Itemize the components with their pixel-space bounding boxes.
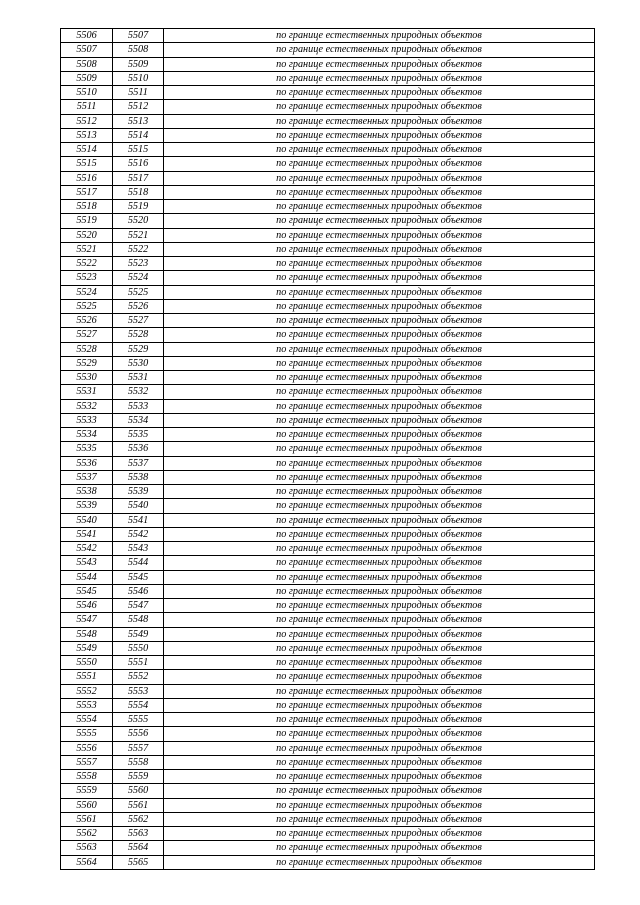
point-from-cell: 5531	[61, 385, 113, 399]
point-from-cell: 5533	[61, 413, 113, 427]
point-from-cell: 5521	[61, 242, 113, 256]
boundary-description-cell: по границе естественных природных объектов	[164, 656, 595, 670]
point-from-cell: 5542	[61, 542, 113, 556]
table-row	[61, 242, 595, 256]
table-row	[61, 428, 595, 442]
boundary-description-cell: по границе естественных природных объектов	[164, 827, 595, 841]
boundary-description-cell: по границе естественных природных объектов	[164, 342, 595, 356]
point-to-cell: 5535	[113, 428, 164, 442]
point-from-cell: 5555	[61, 727, 113, 741]
boundary-description-cell: по границе естественных природных объектов	[164, 485, 595, 499]
point-from-cell: 5540	[61, 513, 113, 527]
boundary-description-cell: по границе естественных природных объектов	[164, 641, 595, 655]
point-to-cell: 5551	[113, 656, 164, 670]
point-to-cell: 5559	[113, 770, 164, 784]
table-row	[61, 100, 595, 114]
boundary-description-cell: по границе естественных природных объектов	[164, 43, 595, 57]
point-to-cell: 5526	[113, 299, 164, 313]
point-from-cell: 5538	[61, 485, 113, 499]
point-to-cell: 5541	[113, 513, 164, 527]
boundary-description-cell: по границе естественных природных объектов	[164, 314, 595, 328]
table-row	[61, 342, 595, 356]
point-to-cell: 5537	[113, 456, 164, 470]
boundary-description-cell: по границе естественных природных объектов	[164, 798, 595, 812]
table-row	[61, 670, 595, 684]
point-from-cell: 5543	[61, 556, 113, 570]
table-row	[61, 456, 595, 470]
point-to-cell: 5532	[113, 385, 164, 399]
table-row	[61, 542, 595, 556]
point-to-cell: 5518	[113, 185, 164, 199]
boundary-description-cell: по границе естественных природных объектов	[164, 185, 595, 199]
point-from-cell: 5523	[61, 271, 113, 285]
point-from-cell: 5510	[61, 86, 113, 100]
point-to-cell: 5522	[113, 242, 164, 256]
point-to-cell: 5539	[113, 485, 164, 499]
table-row	[61, 556, 595, 570]
boundary-description-cell: по границе естественных природных объектов	[164, 570, 595, 584]
table-row	[61, 328, 595, 342]
table-row	[61, 698, 595, 712]
point-to-cell: 5562	[113, 812, 164, 826]
boundary-description-cell: по границе естественных природных объектов	[164, 670, 595, 684]
boundary-description-cell: по границе естественных природных объектов	[164, 371, 595, 385]
boundary-description-cell: по границе естественных природных объектов	[164, 599, 595, 613]
boundary-description-cell: по границе естественных природных объектов	[164, 128, 595, 142]
table-row	[61, 371, 595, 385]
boundary-description-cell: по границе естественных природных объектов	[164, 242, 595, 256]
point-from-cell: 5530	[61, 371, 113, 385]
boundary-description-cell: по границе естественных природных объектов	[164, 713, 595, 727]
point-to-cell: 5529	[113, 342, 164, 356]
point-to-cell: 5561	[113, 798, 164, 812]
boundary-description-cell: по границе естественных природных объектов	[164, 584, 595, 598]
point-to-cell: 5543	[113, 542, 164, 556]
boundary-description-cell: по границе естественных природных объектов	[164, 200, 595, 214]
point-to-cell: 5554	[113, 698, 164, 712]
boundary-description-cell: по границе естественных природных объектов	[164, 542, 595, 556]
table-row	[61, 627, 595, 641]
point-to-cell: 5558	[113, 755, 164, 769]
boundary-description-cell: по границе естественных природных объектов	[164, 228, 595, 242]
boundary-description-cell: по границе естественных природных объектов	[164, 770, 595, 784]
boundary-description-cell: по границе естественных природных объектов	[164, 285, 595, 299]
point-from-cell: 5528	[61, 342, 113, 356]
boundary-description-cell: по границе естественных природных объектов	[164, 57, 595, 71]
point-to-cell: 5527	[113, 314, 164, 328]
boundary-description-cell: по границе естественных природных объектов	[164, 413, 595, 427]
boundary-description-cell: по границе естественных природных объектов	[164, 812, 595, 826]
document-page	[60, 28, 594, 870]
point-to-cell: 5519	[113, 200, 164, 214]
point-from-cell: 5549	[61, 641, 113, 655]
point-from-cell: 5517	[61, 185, 113, 199]
table-row	[61, 727, 595, 741]
boundary-description-cell: по границе естественных природных объектов	[164, 855, 595, 869]
point-to-cell: 5553	[113, 684, 164, 698]
boundary-description-cell: по границе естественных природных объектов	[164, 698, 595, 712]
point-from-cell: 5508	[61, 57, 113, 71]
boundary-description-cell: по границе естественных природных объектов	[164, 328, 595, 342]
point-from-cell: 5552	[61, 684, 113, 698]
point-from-cell: 5550	[61, 656, 113, 670]
point-to-cell: 5556	[113, 727, 164, 741]
boundary-description-cell: по границе естественных природных объектов	[164, 157, 595, 171]
table-row	[61, 299, 595, 313]
point-from-cell: 5520	[61, 228, 113, 242]
point-from-cell: 5511	[61, 100, 113, 114]
point-from-cell: 5522	[61, 257, 113, 271]
boundary-description-cell: по границе естественных природных объектов	[164, 513, 595, 527]
point-from-cell: 5516	[61, 171, 113, 185]
point-to-cell: 5552	[113, 670, 164, 684]
table-row	[61, 314, 595, 328]
point-to-cell: 5550	[113, 641, 164, 655]
table-row	[61, 641, 595, 655]
point-to-cell: 5545	[113, 570, 164, 584]
boundary-description-cell: по границе естественных природных объектов	[164, 442, 595, 456]
boundary-description-cell: по границе естественных природных объектов	[164, 385, 595, 399]
point-to-cell: 5538	[113, 470, 164, 484]
table-row	[61, 741, 595, 755]
point-from-cell: 5527	[61, 328, 113, 342]
point-from-cell: 5563	[61, 841, 113, 855]
point-from-cell: 5554	[61, 713, 113, 727]
table-row	[61, 214, 595, 228]
table-row	[61, 413, 595, 427]
point-to-cell: 5548	[113, 613, 164, 627]
table-row	[61, 599, 595, 613]
point-to-cell: 5536	[113, 442, 164, 456]
point-from-cell: 5556	[61, 741, 113, 755]
table-row	[61, 855, 595, 869]
point-to-cell: 5508	[113, 43, 164, 57]
point-from-cell: 5545	[61, 584, 113, 598]
table-row	[61, 841, 595, 855]
point-from-cell: 5524	[61, 285, 113, 299]
table-row	[61, 29, 595, 43]
point-to-cell: 5540	[113, 499, 164, 513]
point-to-cell: 5520	[113, 214, 164, 228]
table-row	[61, 470, 595, 484]
point-to-cell: 5509	[113, 57, 164, 71]
table-row	[61, 513, 595, 527]
point-to-cell: 5546	[113, 584, 164, 598]
table-row	[61, 171, 595, 185]
point-from-cell: 5513	[61, 128, 113, 142]
point-from-cell: 5560	[61, 798, 113, 812]
table-row	[61, 200, 595, 214]
boundary-description-cell: по границе естественных природных объектов	[164, 613, 595, 627]
boundary-description-cell: по границе естественных природных объектов	[164, 71, 595, 85]
table-row	[61, 143, 595, 157]
point-to-cell: 5515	[113, 143, 164, 157]
point-from-cell: 5529	[61, 356, 113, 370]
boundary-description-cell: по границе естественных природных объектов	[164, 456, 595, 470]
boundary-segments-table	[60, 28, 595, 870]
table-row	[61, 713, 595, 727]
boundary-description-cell: по границе естественных природных объектов	[164, 100, 595, 114]
point-to-cell: 5544	[113, 556, 164, 570]
boundary-description-cell: по границе естественных природных объектов	[164, 527, 595, 541]
table-row	[61, 499, 595, 513]
boundary-description-cell: по границе естественных природных объектов	[164, 114, 595, 128]
boundary-description-cell: по границе естественных природных объектов	[164, 171, 595, 185]
table-row	[61, 257, 595, 271]
point-from-cell: 5534	[61, 428, 113, 442]
point-to-cell: 5523	[113, 257, 164, 271]
point-to-cell: 5525	[113, 285, 164, 299]
point-from-cell: 5514	[61, 143, 113, 157]
point-to-cell: 5517	[113, 171, 164, 185]
table-row	[61, 86, 595, 100]
point-to-cell: 5533	[113, 399, 164, 413]
point-from-cell: 5507	[61, 43, 113, 57]
table-row	[61, 584, 595, 598]
boundary-description-cell: по границе естественных природных объектов	[164, 627, 595, 641]
table-row	[61, 157, 595, 171]
point-from-cell: 5526	[61, 314, 113, 328]
point-to-cell: 5530	[113, 356, 164, 370]
table-row	[61, 385, 595, 399]
point-from-cell: 5564	[61, 855, 113, 869]
point-from-cell: 5506	[61, 29, 113, 43]
boundary-description-cell: по границе естественных природных объектов	[164, 755, 595, 769]
point-to-cell: 5564	[113, 841, 164, 855]
point-from-cell: 5509	[61, 71, 113, 85]
table-row	[61, 442, 595, 456]
point-from-cell: 5547	[61, 613, 113, 627]
table-row	[61, 770, 595, 784]
point-to-cell: 5524	[113, 271, 164, 285]
boundary-description-cell: по границе естественных природных объектов	[164, 356, 595, 370]
table-row	[61, 285, 595, 299]
table-body	[61, 29, 595, 870]
boundary-description-cell: по границе естественных природных объектов	[164, 428, 595, 442]
point-to-cell: 5557	[113, 741, 164, 755]
point-to-cell: 5542	[113, 527, 164, 541]
table-row	[61, 684, 595, 698]
table-row	[61, 613, 595, 627]
point-to-cell: 5507	[113, 29, 164, 43]
table-row	[61, 570, 595, 584]
point-from-cell: 5558	[61, 770, 113, 784]
table-row	[61, 43, 595, 57]
table-row	[61, 399, 595, 413]
table-row	[61, 527, 595, 541]
point-from-cell: 5512	[61, 114, 113, 128]
point-from-cell: 5539	[61, 499, 113, 513]
point-from-cell: 5546	[61, 599, 113, 613]
point-from-cell: 5557	[61, 755, 113, 769]
point-from-cell: 5544	[61, 570, 113, 584]
boundary-description-cell: по границе естественных природных объектов	[164, 741, 595, 755]
boundary-description-cell: по границе естественных природных объектов	[164, 556, 595, 570]
table-row	[61, 812, 595, 826]
boundary-description-cell: по границе естественных природных объектов	[164, 470, 595, 484]
point-from-cell: 5532	[61, 399, 113, 413]
boundary-description-cell: по границе естественных природных объектов	[164, 29, 595, 43]
boundary-description-cell: по границе естественных природных объектов	[164, 841, 595, 855]
point-from-cell: 5551	[61, 670, 113, 684]
boundary-description-cell: по границе естественных природных объектов	[164, 257, 595, 271]
boundary-description-cell: по границе естественных природных объектов	[164, 214, 595, 228]
point-from-cell: 5518	[61, 200, 113, 214]
table-row	[61, 228, 595, 242]
boundary-description-cell: по границе естественных природных объектов	[164, 299, 595, 313]
table-row	[61, 656, 595, 670]
point-to-cell: 5563	[113, 827, 164, 841]
table-row	[61, 485, 595, 499]
point-from-cell: 5537	[61, 470, 113, 484]
table-row	[61, 185, 595, 199]
point-to-cell: 5534	[113, 413, 164, 427]
point-to-cell: 5547	[113, 599, 164, 613]
boundary-description-cell: по границе естественных природных объектов	[164, 86, 595, 100]
point-to-cell: 5528	[113, 328, 164, 342]
point-to-cell: 5521	[113, 228, 164, 242]
table-row	[61, 71, 595, 85]
point-to-cell: 5549	[113, 627, 164, 641]
boundary-description-cell: по границе естественных природных объектов	[164, 399, 595, 413]
point-to-cell: 5514	[113, 128, 164, 142]
table-row	[61, 755, 595, 769]
boundary-description-cell: по границе естественных природных объектов	[164, 499, 595, 513]
point-to-cell: 5512	[113, 100, 164, 114]
point-from-cell: 5562	[61, 827, 113, 841]
point-from-cell: 5525	[61, 299, 113, 313]
point-to-cell: 5510	[113, 71, 164, 85]
point-to-cell: 5560	[113, 784, 164, 798]
boundary-description-cell: по границе естественных природных объектов	[164, 271, 595, 285]
boundary-description-cell: по границе естественных природных объектов	[164, 143, 595, 157]
point-from-cell: 5515	[61, 157, 113, 171]
point-to-cell: 5511	[113, 86, 164, 100]
table-row	[61, 114, 595, 128]
point-from-cell: 5519	[61, 214, 113, 228]
table-row	[61, 57, 595, 71]
boundary-description-cell: по границе естественных природных объектов	[164, 684, 595, 698]
boundary-description-cell: по границе естественных природных объектов	[164, 727, 595, 741]
point-to-cell: 5531	[113, 371, 164, 385]
point-from-cell: 5548	[61, 627, 113, 641]
point-from-cell: 5536	[61, 456, 113, 470]
boundary-description-cell: по границе естественных природных объектов	[164, 784, 595, 798]
table-row	[61, 798, 595, 812]
table-row	[61, 827, 595, 841]
table-row	[61, 356, 595, 370]
point-from-cell: 5561	[61, 812, 113, 826]
point-to-cell: 5516	[113, 157, 164, 171]
point-to-cell: 5565	[113, 855, 164, 869]
point-to-cell: 5555	[113, 713, 164, 727]
point-from-cell: 5535	[61, 442, 113, 456]
table-row	[61, 784, 595, 798]
point-from-cell: 5553	[61, 698, 113, 712]
point-from-cell: 5541	[61, 527, 113, 541]
point-to-cell: 5513	[113, 114, 164, 128]
table-row	[61, 271, 595, 285]
table-row	[61, 128, 595, 142]
point-from-cell: 5559	[61, 784, 113, 798]
